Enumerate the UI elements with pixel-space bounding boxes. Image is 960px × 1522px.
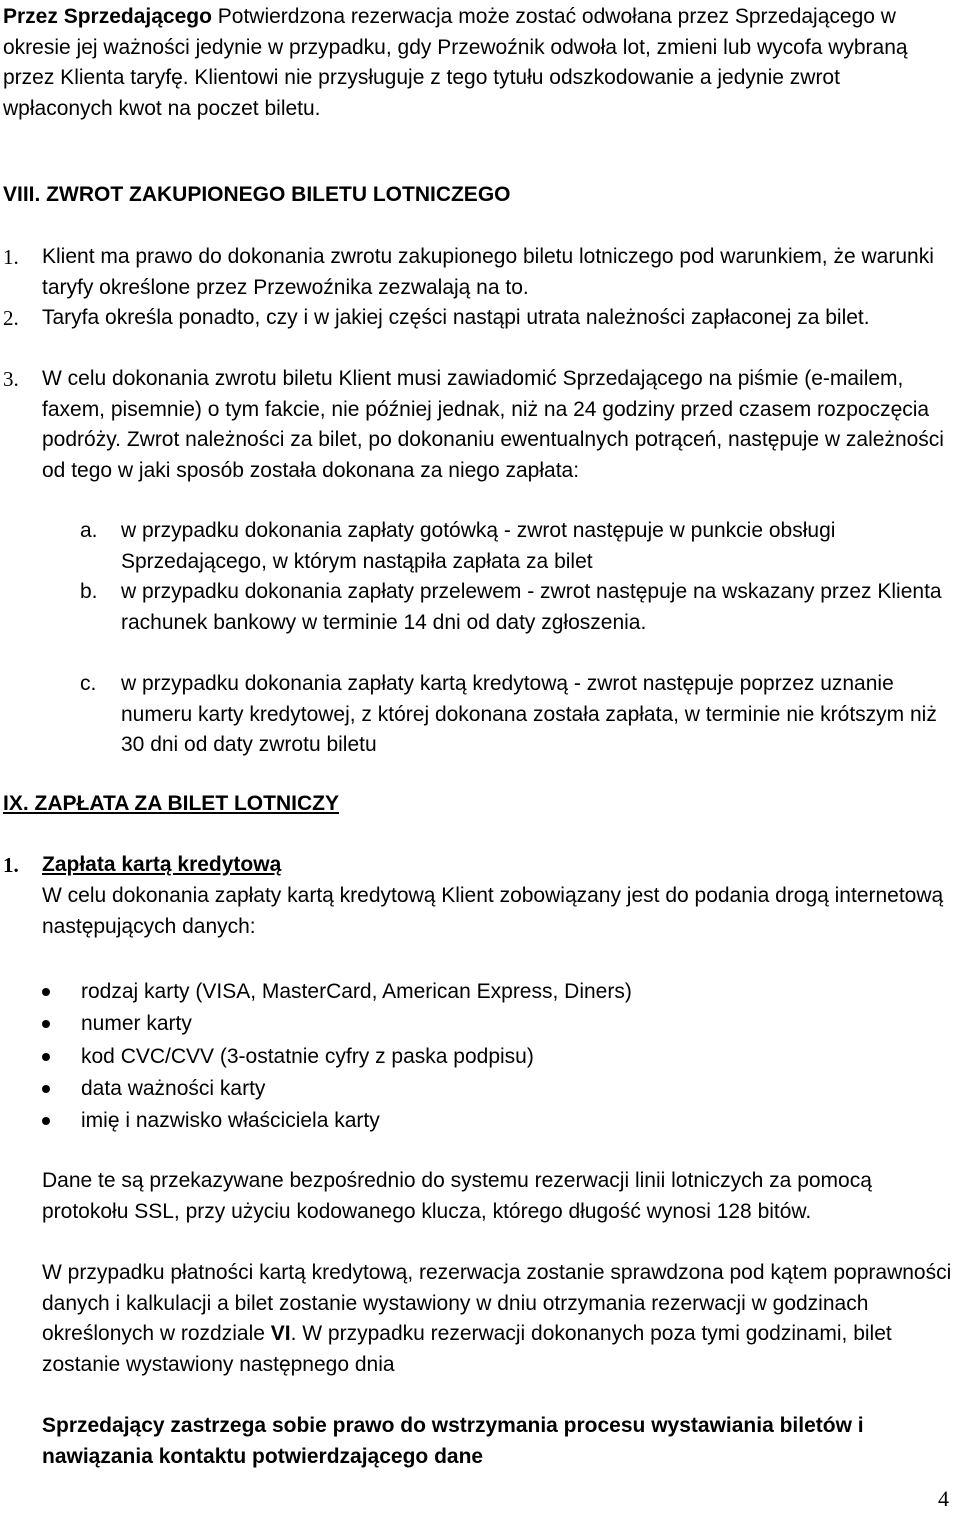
reservation-notice: Sprzedający zastrzega sobie prawo do wstrzymania procesu wystawiania biletów i nawiązania kontaktu potwierdzającego dane: [42, 1414, 864, 1468]
list-item: numer karty: [42, 1008, 842, 1040]
section-viii-subitem-c: [80, 669, 950, 761]
list-item: imię i nazwisko właściciela karty: [42, 1105, 842, 1137]
list-item: rodzaj karty (VISA, MasterCard, American Express, Diners): [42, 976, 842, 1008]
section-viii-item-3: [3, 364, 955, 486]
card-data-list: [42, 976, 842, 1137]
card-payment-paragraph: W przypadku płatności kartą kredytową, rezerwacja zostanie sprawdzona pod kątem poprawności danych i kalkulacji a bilet zostanie wystawiony w dniu otrzymania rezerwacji w godzinach określonych w rozdziale VI. W przypadku rezerwacji dokonanych poza tymi godzinami, bilet zostanie wystawiony następnego dnia: [42, 1261, 952, 1376]
subitem-letter: a.: [80, 519, 98, 542]
subheading-number: 1.: [3, 853, 19, 877]
subitem-text: w przypadku dokonania zapłaty gotówką - zwrot następuje w punkcie obsługi Sprzedającego, w którym nastąpiła zapłata za bilet: [121, 519, 836, 573]
section-viii-subitem-a: [80, 516, 950, 577]
list-item: data ważności karty: [42, 1073, 842, 1105]
section-ix-heading: IX. ZAPŁATA ZA BILET LOTNICZY: [3, 792, 339, 815]
bullet-icon: [42, 988, 50, 996]
bullet-icon: [42, 1020, 50, 1028]
section-viii-item-1: [3, 242, 955, 303]
chapter-reference: VI: [270, 1322, 291, 1345]
page-number: 4: [938, 1486, 949, 1511]
subitem-text: w przypadku dokonania zapłaty przelewem - zwrot następuje na wskazany przez Klienta rachunek bankowy w terminie 14 dni od daty zgłoszenia.: [121, 580, 942, 634]
item-text: W celu dokonania zwrotu biletu Klient musi zawiadomić Sprzedającego na piśmie (e-mailem, faxem, pisemnie) o tym fakcie, nie później jednak, niż na 24 godziny przed czasem rozpoczęcia podróży. Zwrot należności za bilet, po dokonaniu ewentualnych potrąceń, następuje w zależności od tego w jaki sposób została dokonana za niego zapłata:: [42, 367, 944, 482]
item-text: Klient ma prawo do dokonania zwrotu zakupionego biletu lotniczego pod warunkiem, że warunki taryfy określone przez Przewoźnika zezwalają na to.: [42, 245, 934, 299]
ssl-paragraph: Dane te są przekazywane bezpośrednio do systemu rezerwacji linii lotniczych za pomocą protokołu SSL, przy użyciu kodowanego klucza, którego długość wynosi 128 bitów.: [42, 1169, 872, 1223]
subheading-text: Zapłata kartą kredytową: [42, 853, 282, 876]
item-number: 2.: [3, 306, 19, 330]
intro-text: Potwierdzona rezerwacja może zostać odwołana przez Sprzedającego w okresie jej ważności jedynie w przypadku, gdy Przewoźnik odwoła lot, zmieni lub wycofa wybraną przez Klienta taryfę. Klientowi nie przysługuje z tego tytułu odszkodowanie a jedynie zwrot wpłaconych kwot na poczet biletu.: [3, 5, 908, 120]
section-viii-item-2: [3, 303, 955, 334]
bullet-icon: [42, 1053, 50, 1061]
subitem-letter: b.: [80, 580, 98, 603]
section-viii-heading: VIII. ZWROT ZAKUPIONEGO BILETU LOTNICZEGO: [3, 183, 511, 206]
bullet-icon: [42, 1117, 50, 1125]
section-viii-subitem-b: [80, 577, 950, 638]
subitem-letter: c.: [80, 672, 97, 695]
subitem-text: w przypadku dokonania zapłaty kartą kredytową - zwrot następuje poprzez uznanie numeru karty kredytowej, z której dokonana została zapłata, w terminie nie krótszym niż 30 dni od daty zwrotu biletu: [121, 672, 937, 756]
intro-paragraph: [3, 2, 953, 124]
intro-lead: Przez Sprzedającego: [3, 5, 212, 28]
item-number: 3.: [3, 367, 19, 391]
item-number: 1.: [3, 245, 19, 269]
list-item: kod CVC/CVV (3-ostatnie cyfry z paska podpisu): [42, 1041, 842, 1073]
item-text: Taryfa określa ponadto, czy i w jakiej części nastąpi utrata należności zapłaconej za bilet.: [42, 306, 870, 329]
card-data-intro: W celu dokonania zapłaty kartą kredytową Klient zobowiązany jest do podania drogą internetową następujących danych:: [42, 884, 944, 938]
bullet-icon: [42, 1085, 50, 1093]
